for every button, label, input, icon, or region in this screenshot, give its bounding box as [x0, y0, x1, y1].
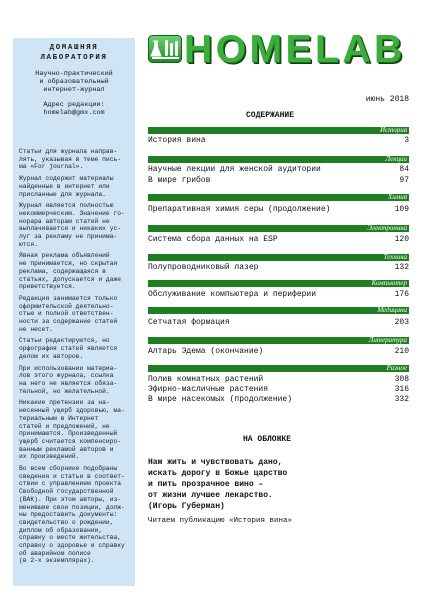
sidebar-text-line: об аварийном полисе — [19, 549, 91, 557]
sidebar-title-line1: ДОМАШНЯЯ — [49, 44, 99, 52]
toc-entry-page: 308 — [394, 375, 409, 384]
quote-line: и пить прозрачное вино – — [148, 480, 264, 489]
flask-logo-icon — [148, 35, 182, 63]
section-bar-computer — [148, 280, 409, 287]
sidebar-text-line: Во всем сборнике подобраны — [19, 465, 118, 473]
sidebar-text-line: некоммерческим. Значение го- — [19, 209, 125, 217]
toc-entry — [148, 318, 409, 328]
sidebar-text-line: Свободной государственной — [19, 488, 114, 496]
sidebar-text-line: Явная реклама объявлений — [19, 252, 110, 260]
sidebar-text-line: менившие свои позиции, долж- — [19, 503, 125, 511]
toc-entry-title: История вина — [148, 136, 206, 145]
toc-entry-page: 176 — [394, 290, 409, 299]
toc-entry — [148, 165, 409, 175]
sidebar-text-line: приветствуется. — [19, 283, 76, 291]
section-bar-medicine — [148, 307, 409, 314]
section-label: История — [380, 126, 407, 134]
sidebar-paragraph — [19, 252, 131, 291]
section-label: Медицина — [377, 306, 407, 314]
address-label: Адрес редакции: — [43, 101, 105, 109]
sidebar-text-line: (ВАК). При этом авторы, из- — [19, 495, 122, 503]
toc-entry-page: 97 — [399, 176, 409, 185]
toc-entry-title: Алтарь Эдема (окончание) — [148, 347, 264, 356]
sidebar-subtitle-line: интернет-журнал — [43, 86, 105, 94]
quote-line: от жизни лучшее лекарство. — [148, 491, 273, 500]
sidebar — [13, 38, 135, 586]
sidebar-text-line: ны предоставить документы: — [19, 511, 118, 519]
sidebar-text-line: ущерб считается компенсиро- — [19, 437, 122, 445]
quote-line: Нам жить и чувствовать дано, — [148, 458, 283, 467]
toc-entry-page: 3 — [404, 136, 409, 145]
toc-entry-title: Полив комнатных растений — [148, 375, 264, 384]
sidebar-text-line: справку о месте жительства, — [19, 534, 122, 542]
quote-author: (Игорь Губерман) — [148, 502, 225, 511]
toc-entry-title: Препаративная химия серы (продолжение) — [148, 205, 331, 214]
sidebar-text-line: оформительской деятельно- — [19, 302, 114, 310]
sidebar-text-line: териальным в Интернет — [19, 414, 99, 422]
cover-note: Читаем публикацию «История вина» — [148, 517, 293, 525]
sidebar-text-line: лять, указывая в теме пись- — [19, 155, 122, 163]
sidebar-text-line: луг за рекламу не принима- — [19, 233, 118, 241]
toc-entry — [148, 395, 409, 405]
toc-entry — [148, 290, 409, 300]
toc-entry-page: 109 — [394, 205, 409, 214]
sidebar-text-line: присланные для журнала. — [19, 190, 106, 198]
sidebar-text-line: справку о здоровье и справку — [19, 542, 125, 550]
sidebar-text-line: статей и предложений, не — [19, 422, 110, 430]
toc-entry-title: Обслуживание компьютера и периферии — [148, 290, 317, 299]
toc-entry-title: Полупроводниковый лазер — [148, 263, 259, 272]
issue-date: июнь 2018 — [365, 95, 409, 104]
sidebar-text-line: ствии с управлением проекта — [19, 480, 122, 488]
sidebar-text-line: найденные в интернет или — [19, 182, 110, 190]
sidebar-text-line: стью и полной ответствен- — [19, 310, 114, 318]
sidebar-text-line: Никакие претензии за на- — [19, 399, 110, 407]
section-bar-misc — [148, 365, 409, 372]
sidebar-text-line: норара авторам статей не — [19, 217, 110, 225]
sidebar-text-line: ются. — [19, 240, 38, 248]
toc-entry-page: 210 — [394, 347, 409, 356]
sidebar-text-line: При использовании материа- — [19, 364, 118, 372]
sidebar-paragraph — [19, 399, 131, 461]
section-bar-lectures — [148, 156, 409, 163]
sidebar-text-line: несенный ущерб здоровью, ма- — [19, 407, 125, 415]
sidebar-text-line: Журнал является полностью — [19, 202, 114, 210]
sidebar-text-line: принимаются. Произведенный — [19, 430, 118, 438]
toc-entry — [148, 385, 409, 395]
sidebar-text-line: реклама, содержащаяся в — [19, 267, 106, 275]
sidebar-subtitle-line: Научно-практический — [35, 70, 113, 78]
sidebar-text-line: делом их авторов. — [19, 352, 84, 360]
sidebar-text-line: статьях, допускается и даже — [19, 275, 122, 283]
sidebar-text-line: Редакция занимается только — [19, 294, 118, 302]
toc-entry-page: 120 — [394, 235, 409, 244]
section-bar-literature — [148, 337, 409, 344]
toc-entry-title: В мире грибов — [148, 176, 211, 185]
toc-entry — [148, 205, 409, 215]
section-bar-electronics — [148, 225, 409, 232]
sidebar-subtitle-line: и образовательный — [39, 78, 109, 86]
toc-entry-page: 203 — [394, 318, 409, 327]
sidebar-text-line: диплом об образовании, — [19, 526, 103, 534]
sidebar-paragraph — [19, 148, 131, 171]
sidebar-paragraphs — [19, 148, 131, 569]
sidebar-paragraph — [19, 202, 131, 248]
sidebar-text-line: ности за содержание статей — [19, 318, 118, 326]
email-link[interactable]: homelab@gmx.com — [43, 109, 105, 117]
sidebar-text-line: Журнал содержит материалы — [19, 175, 114, 183]
section-label: Разное — [386, 364, 407, 372]
sidebar-text-line: Статьи для журнала направ- — [19, 148, 118, 155]
contents-title: СОДЕРЖАНИЕ — [246, 111, 295, 120]
section-label: Компьютер — [371, 279, 407, 287]
sidebar-text-line: выплачивается и никаких ус- — [19, 225, 122, 233]
sidebar-text-line: на него не является обяза- — [19, 379, 118, 387]
toc-entry — [148, 347, 409, 357]
sidebar-text-line: (в 2-х экземплярах). — [19, 557, 95, 565]
toc-entry-title: Эфирно-масличные растения — [148, 385, 269, 394]
toc-entry — [148, 263, 409, 273]
section-label: Лекции — [385, 155, 407, 163]
section-bar-technology — [148, 254, 409, 261]
section-label: Электроника — [367, 224, 407, 232]
sidebar-paragraph — [19, 295, 131, 334]
toc-entry — [148, 375, 409, 385]
section-label: Литература — [368, 336, 407, 344]
toc-entry-page: 84 — [399, 165, 409, 174]
sidebar-text-line: ванным рекламой авторов и — [19, 445, 114, 453]
sidebar-text-line: Статьи редактируются, но — [19, 337, 110, 345]
toc-entry — [148, 136, 409, 146]
section-label: Химия — [388, 193, 407, 201]
sidebar-text-line: не принимается, но скрытая — [19, 260, 118, 268]
logo-wordmark: HOMELAB — [184, 28, 406, 71]
sidebar-text-line: сведения и статьи в соответ- — [19, 472, 125, 480]
sidebar-text-line: их произведений. — [19, 453, 80, 461]
sidebar-text-line: ма «For journal». — [19, 163, 84, 171]
sidebar-paragraph — [19, 465, 131, 565]
section-bar-history — [148, 127, 409, 134]
cover-title: НА ОБЛОЖКЕ — [243, 435, 292, 444]
sidebar-paragraph — [19, 337, 131, 360]
toc-entry-page: 332 — [394, 395, 409, 404]
toc-entry-page: 132 — [394, 263, 409, 272]
sidebar-text-line: лов этого журнала, ссылка — [19, 372, 114, 380]
section-bar-chemistry — [148, 194, 409, 201]
toc-entry-title: В мире насекомых (продолжение) — [148, 395, 293, 404]
sidebar-title-line2: ЛАБОРАТОРИЯ — [40, 54, 108, 62]
sidebar-text-line: орфография статей является — [19, 345, 118, 353]
sidebar-paragraph — [19, 365, 131, 396]
section-label: Техника — [383, 253, 407, 261]
toc-entry-title: Система сбора данных на ESP — [148, 235, 278, 244]
sidebar-paragraph — [19, 175, 131, 198]
sidebar-text-line: не несет. — [19, 325, 54, 333]
toc-entry-page: 316 — [394, 385, 409, 394]
toc-entry-title: Научные лекции для женской аудитории — [148, 165, 321, 174]
toc-entry — [148, 235, 409, 245]
toc-entry-title: Сетчатая формация — [148, 318, 230, 327]
sidebar-text-line: свидетельство о рождении, — [19, 518, 114, 526]
toc-entry — [148, 176, 409, 186]
quote-line: искать дорогу в Божье царство — [148, 469, 288, 478]
sidebar-text-line: тельной, но желательной. — [19, 387, 110, 395]
